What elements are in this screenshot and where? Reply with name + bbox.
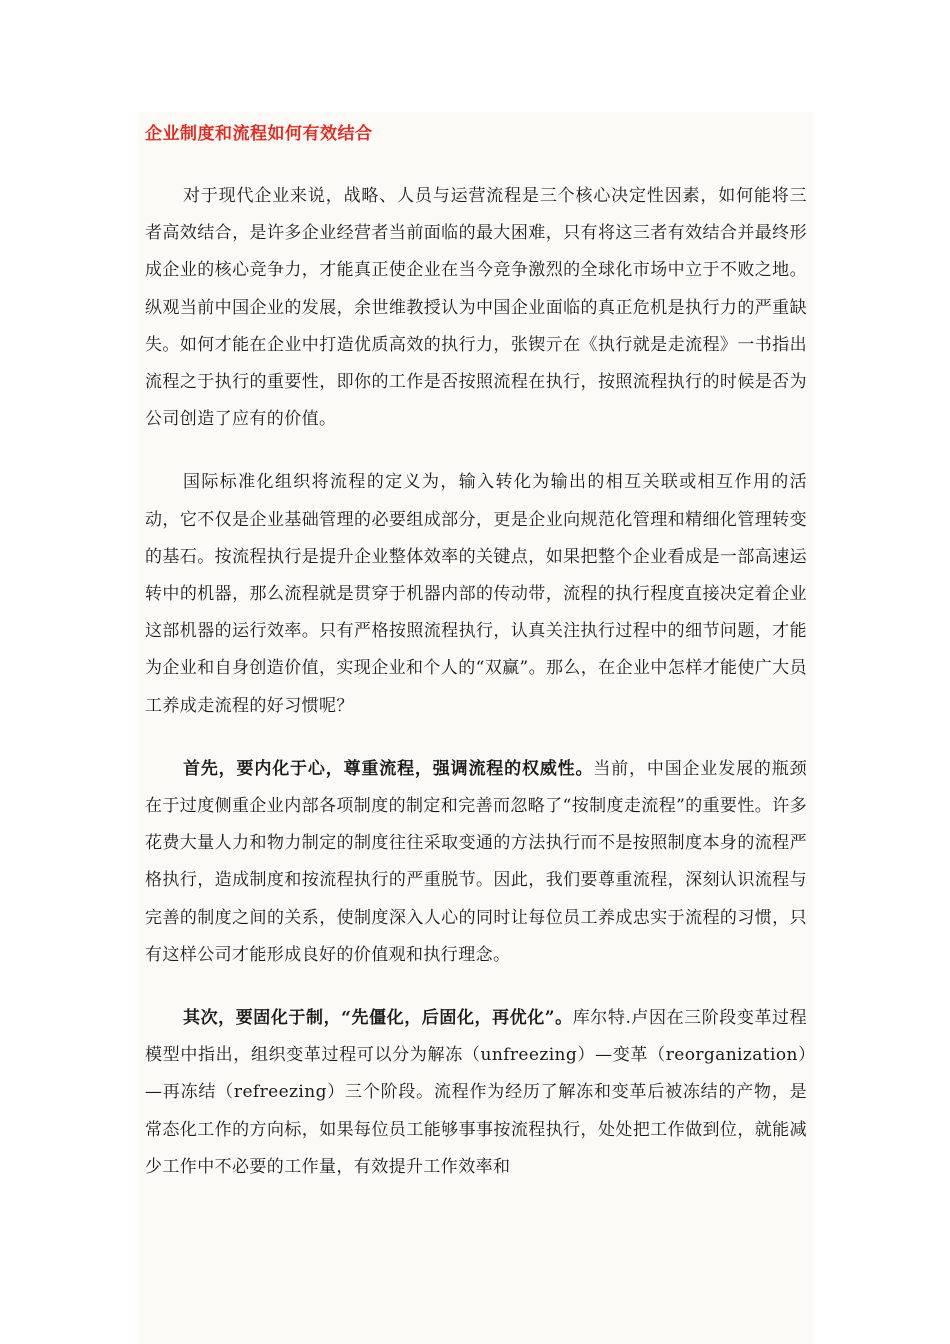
paragraph-text: 对于现代企业来说，战略、人员与运营流程是三个核心决定性因素，如何能将三者高效结合，是许多企业经营者当前面临的最大困难，只有将这三者有效结合并最终形成企业的核心竞争力，才能真正使企业在当今竞争激烈的全球化市场中立于不败之地。纵观当前中国企业的发展，余世维教授认为中国企业面临的真正危机是执行力的严重缺失。如何才能在企业中打造优质高效的执行力，张锲亓在《执行就是走流程》一书指出流程之于执行的重要性，即你的工作是否按照流程在执行，按照流程执行的时候是否为公司创造了应有的价值。 (145, 186, 807, 430)
document-title: 企业制度和流程如何有效结合 (145, 124, 373, 144)
paragraph-text: 国际标准化组织将流程的定义为，输入转化为输出的相互关联或相互作用的活动，它不仅是企业基础管理的必要组成部分，更是企业向规范化管理和精细化管理转变的基石。按流程执行是提升企业整体效率的关键点，如果把整个企业看成是一部高速运转中的机器，那么流程就是贯穿于机器内部的传动带，流程的执行程度直接决定着企业这部机器的运行效率。只有严格按照流程执行，认真关注执行过程中的细节问题，才能为企业和自身创造价值，实现企业和个人的“双赢”。那么，在企业中怎样才能使广大员工养成走流程的好习惯呢？ (145, 472, 807, 716)
paragraph-intro (145, 178, 807, 438)
paragraph-process-definition (145, 464, 807, 724)
document-body (145, 120, 807, 1186)
paragraph-lead: 首先，要内化于心，尊重流程，强调流程的权威性。 (183, 758, 594, 779)
paragraph-second-point (145, 1000, 807, 1186)
paragraph-lead: 其次，要固化于制，“先僵化，后固化，再优化”。 (183, 1008, 573, 1029)
paragraph-first-point (145, 751, 807, 974)
paragraph-text: 当前，中国企业发展的瓶颈在于过度侧重企业内部各项制度的制定和完善而忽略了“按制度走流程”的重要性。许多花费大量人力和物力制定的制度往往采取变通的方法执行而不是按照制度本身的流程严格执行，造成制度和按流程执行的严重脱节。因此，我们要尊重流程，深刻认识流程与完善的制度之间的关系，使制度深入人心的同时让每位员工养成忠实于流程的习惯，只有这样公司才能形成良好的价值观和执行理念。 (145, 758, 807, 965)
paragraph-text: 库尔特.卢因在三阶段变革过程模型中指出，组织变革过程可以分为解冻（unfreezing）—变革（reorganization）—再冻结（refreezing）三个阶段。流程作为经历了解冻和变革后被冻结的产物，是常态化工作的方向标，如果每位员工能够事事按流程执行，处处把工作做到位，就能减少工作中不必要的工作量，有效提升工作效率和 (145, 1008, 807, 1177)
